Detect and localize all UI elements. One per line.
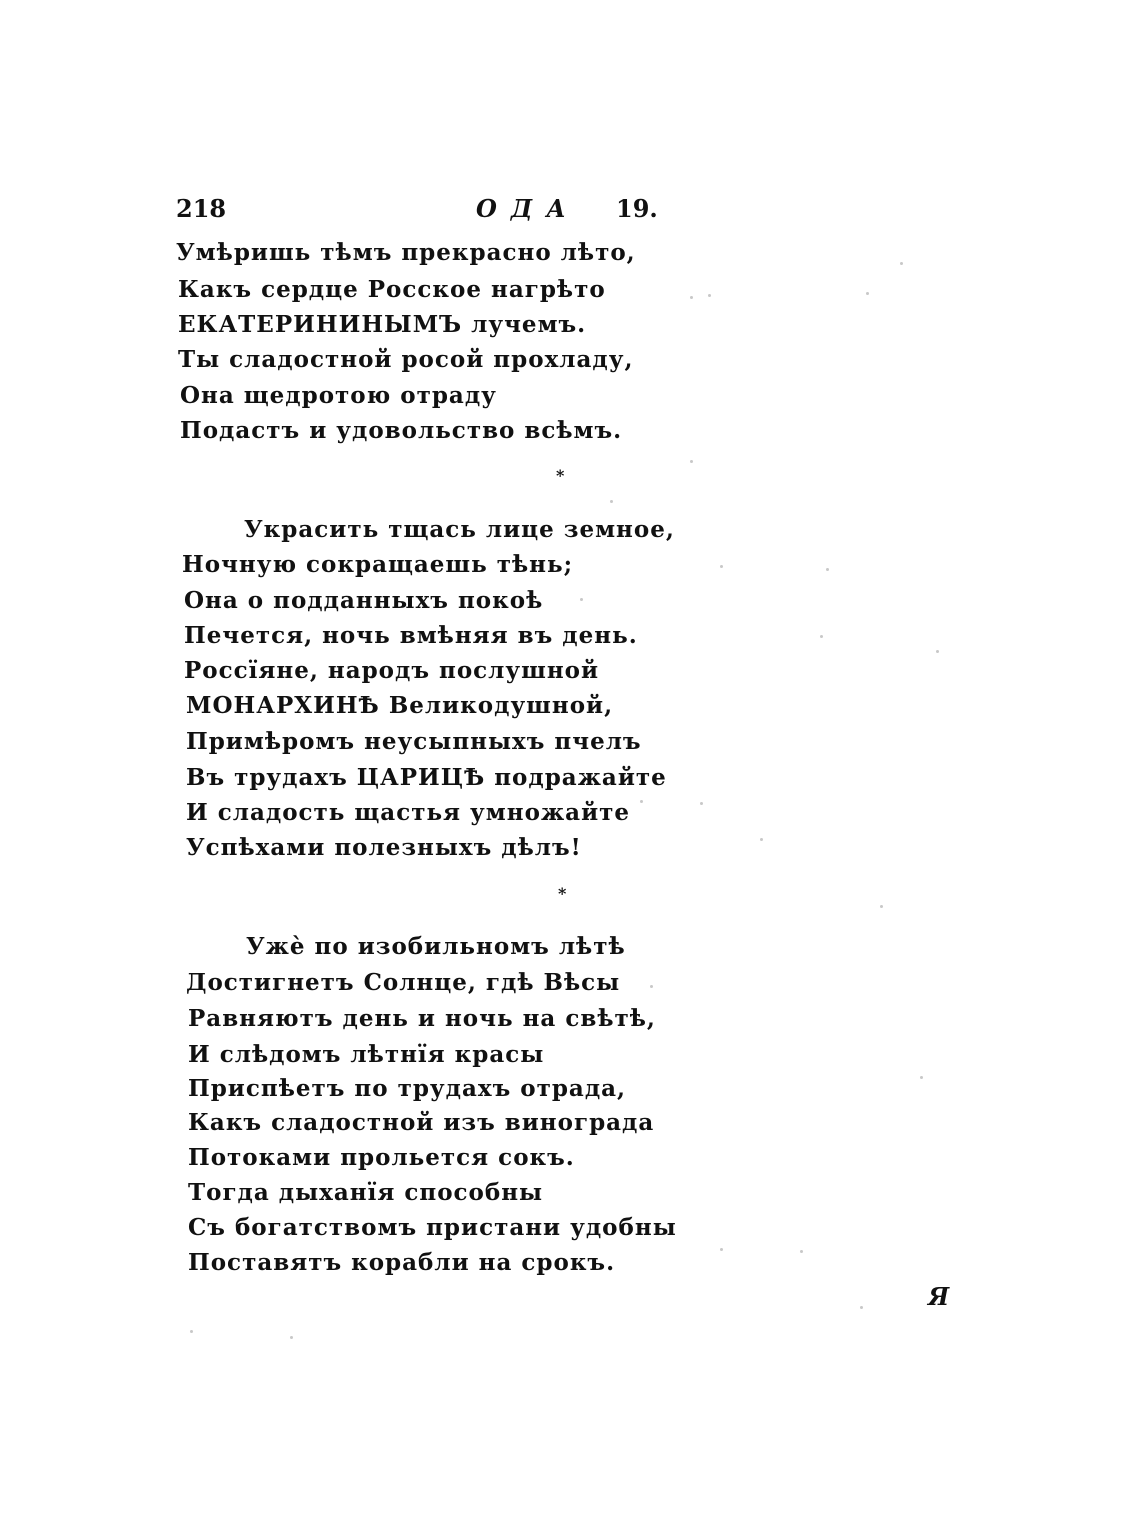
page-number: 218 xyxy=(176,194,227,223)
verse-line: Примѣромъ неусыпныхъ пчелъ xyxy=(186,728,642,755)
verse-line: И сладость щастья умножайте xyxy=(186,799,631,826)
verse-line: Умѣришь тѣмъ прекрасно лѣто, xyxy=(176,239,636,266)
verse-line: Приспѣетъ по трудахъ отрада, xyxy=(188,1075,627,1102)
verse-line: Въ трудахъ ЦАРИЦѢ подражайте xyxy=(186,764,667,791)
verse-line: Украсить тщась лице земное, xyxy=(244,516,675,543)
verse-line: Равняютъ день и ночь на свѣтѣ, xyxy=(188,1005,656,1032)
verse-line: Ужѐ по изобильномъ лѣтѣ xyxy=(246,933,626,960)
verse-line: ЕКАТЕРИНИНЫМЪ лучемъ. xyxy=(178,311,587,338)
catchword: Я xyxy=(928,1282,950,1311)
verse-line: Ты сладостной росой прохладу, xyxy=(178,346,634,373)
verse-line: Тогда дыханїя способны xyxy=(188,1179,544,1206)
verse-line: Достигнетъ Солнце, гдѣ Вѣсы xyxy=(186,969,621,996)
verse-line: Она о подданныхъ покоѣ xyxy=(184,587,544,614)
verse-line: И слѣдомъ лѣтнїя красы xyxy=(188,1041,545,1068)
stanza-separator: * xyxy=(558,884,567,903)
verse-line: Россїяне, народъ послушной xyxy=(184,657,600,684)
running-title: ОДА xyxy=(476,194,580,223)
ode-number: 19. xyxy=(616,194,658,223)
verse-line: Ночную сокращаешь тѣнь; xyxy=(182,551,574,578)
verse-line: Печется, ночь вмѣняя въ день. xyxy=(184,622,638,649)
verse-line: Съ богатствомъ пристани удобны xyxy=(188,1214,677,1241)
verse-line: Потоками прольется сокъ. xyxy=(188,1144,575,1171)
verse-line: Успѣхами полезныхъ дѣлъ! xyxy=(186,834,582,861)
verse-line: МОНАРХИНѢ Великодушной, xyxy=(186,692,614,719)
stanza-separator: * xyxy=(556,466,565,485)
verse-line: Какъ сладостной изъ винограда xyxy=(188,1109,655,1136)
verse-line: Она щедротою отраду xyxy=(180,382,497,409)
verse-line: Какъ сердце Росское нагрѣто xyxy=(178,276,606,303)
verse-line: Подастъ и удовольство всѣмъ. xyxy=(180,417,623,444)
verse-line: Поставятъ корабли на срокъ. xyxy=(188,1249,616,1276)
page-header xyxy=(176,194,658,228)
